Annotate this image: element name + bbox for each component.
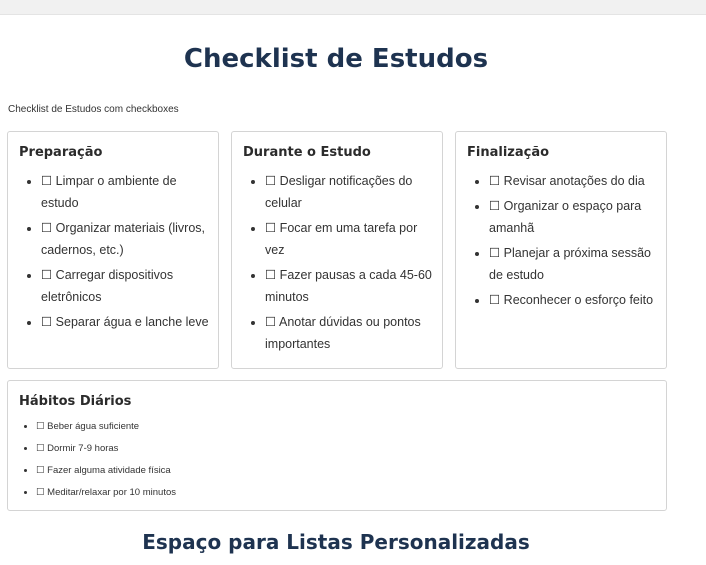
card-title: Durante o Estudo <box>243 145 371 160</box>
checklist-item[interactable]: • ☐ Reconhecer o esforço feito <box>489 289 660 311</box>
checklist-item[interactable]: • ☐ Organizar materiais (livros, cadernos, etc.) <box>41 217 212 261</box>
checklist <box>456 170 666 314</box>
checklist-item[interactable]: • ☐ Revisar anotações do dia <box>489 170 660 192</box>
checklist <box>8 170 218 336</box>
checklist-item[interactable]: • ☐ Separar água e lanche leve <box>41 311 212 333</box>
checklist-item[interactable]: • ☐ Desligar notificações do celular <box>265 170 436 214</box>
checklist-item[interactable]: • ☐ Beber água suficiente <box>36 419 176 434</box>
section-title: Espaço para Listas Personalizadas <box>142 530 530 554</box>
page-title: Checklist de Estudos <box>183 44 489 74</box>
card-title: Hábitos Diários <box>19 394 132 409</box>
checklist <box>8 419 182 507</box>
card-title: Preparação <box>19 145 103 160</box>
checklist-item[interactable]: • ☐ Fazer alguma atividade física <box>36 463 176 478</box>
checklist-item[interactable]: • ☐ Meditar/relaxar por 10 minutos <box>36 485 176 500</box>
card-title: Finalização <box>467 145 550 160</box>
page-subtitle: Checklist de Estudos com checkboxes <box>8 104 179 115</box>
checklist-item[interactable]: • ☐ Carregar dispositivos eletrônicos <box>41 264 212 308</box>
checklist-item[interactable]: • ☐ Organizar o espaço para amanhã <box>489 195 660 239</box>
checklist <box>232 170 442 358</box>
card-durante-o-estudo <box>231 131 443 369</box>
checklist-item[interactable]: • ☐ Limpar o ambiente de estudo <box>41 170 212 214</box>
checklist-item[interactable]: • ☐ Fazer pausas a cada 45-60 minutos <box>265 264 436 308</box>
card-finalizacao <box>455 131 667 369</box>
checklist-item[interactable]: • ☐ Dormir 7-9 horas <box>36 441 176 456</box>
checklist-item[interactable]: • ☐ Planejar a próxima sessão de estudo <box>489 242 660 286</box>
checklist-item[interactable]: • ☐ Focar em uma tarefa por vez <box>265 217 436 261</box>
browser-top-bar <box>0 0 706 15</box>
card-habitos-diarios <box>7 380 667 511</box>
checklist-item[interactable]: • ☐ Anotar dúvidas ou pontos importantes <box>265 311 436 355</box>
card-preparacao <box>7 131 219 369</box>
